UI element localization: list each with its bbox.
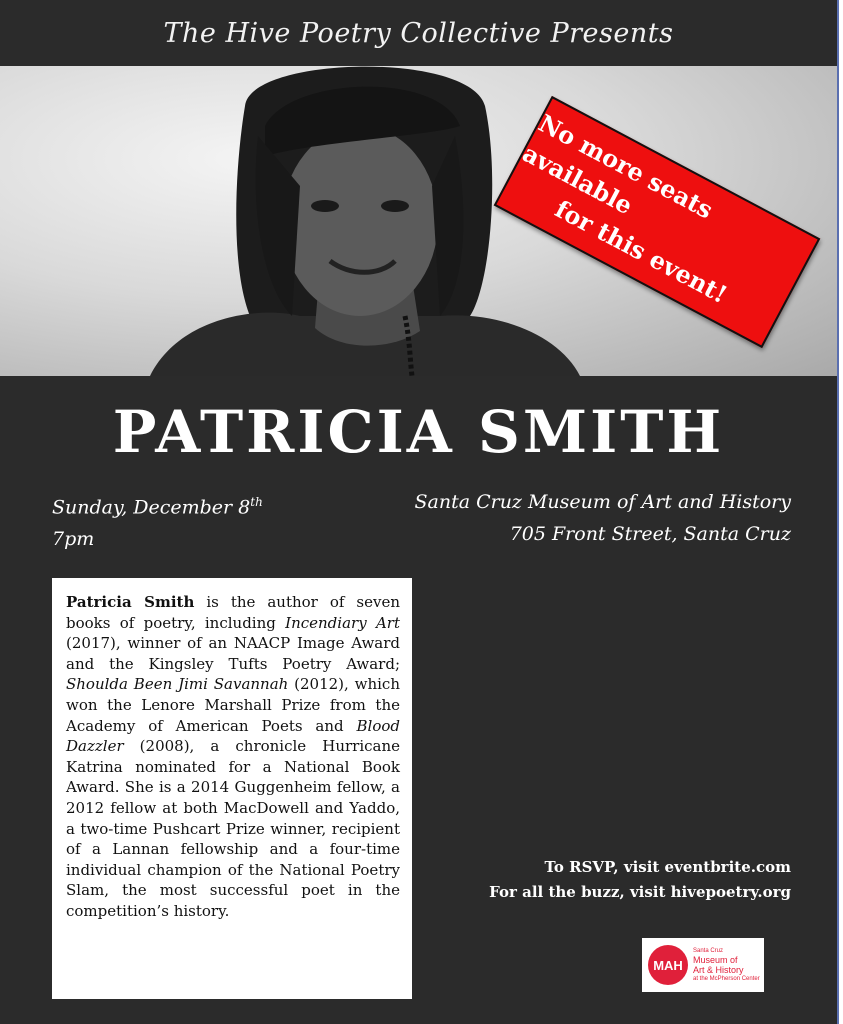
bio-work-2: Shoulda Been Jimi Savannah	[66, 675, 289, 694]
event-datetime	[52, 486, 263, 555]
presenter-title: The Hive Poetry Collective Presents	[163, 17, 674, 49]
banner-line-2: for this event!	[550, 194, 733, 310]
mah-logo-mark: MAH	[648, 945, 688, 985]
rsvp-link[interactable]: To RSVP, visit eventbrite.com	[544, 858, 791, 876]
bio-work-1: Incendiary Art	[285, 613, 400, 632]
event-location	[414, 486, 791, 550]
event-time: 7pm	[52, 528, 95, 551]
bio-poet-name: Patricia Smith	[66, 593, 195, 611]
venue-address: 705 Front Street, Santa Cruz	[509, 523, 791, 545]
event-date-suffix: th	[250, 495, 263, 509]
museum-logo	[642, 938, 764, 992]
poet-name: PATRICIA SMITH	[112, 398, 725, 466]
bio-text-4: (2008), a chronicle Hurricane Katrina nominated for a National Book Award. She is a 2014 Guggenheim fellow, a 2012 fellow at both MacDowell and Yaddo, a two-time Pushcart Prize winner, recipient of a Lannan fellowship and a four-time individual champion of the National Poetry Slam, the most successful poet in the competition’s history.	[66, 737, 400, 920]
banner-line-1: No more seats available	[517, 108, 718, 225]
buzz-link[interactable]: For all the buzz, visit hivepoetry.org	[489, 883, 791, 901]
venue-name: Santa Cruz Museum of Art and History	[414, 491, 791, 513]
poster-header	[0, 0, 837, 66]
event-date-text: Sunday, December 8	[52, 496, 251, 519]
bio-work-3: Blood Dazzler	[66, 716, 400, 756]
logo-line-3: Art & History	[693, 965, 744, 975]
museum-logo-text	[693, 947, 760, 983]
logo-line-4: at the McPherson Center	[693, 976, 760, 982]
poet-bio	[52, 578, 412, 999]
bio-text-3: (2012), which won the Lenore Marshall Prize from the Academy of American Poets and	[66, 675, 400, 735]
bio-text-2: (2017), winner of an NAACP Image Award and the Kingsley Tufts Poetry Award;	[66, 634, 400, 673]
logo-line-1: Santa Cruz	[693, 948, 724, 954]
logo-line-2: Museum of	[693, 955, 738, 965]
event-links	[489, 855, 791, 905]
event-date	[52, 486, 263, 523]
bio-text-1: is the author of seven books of poetry, including	[66, 593, 400, 632]
